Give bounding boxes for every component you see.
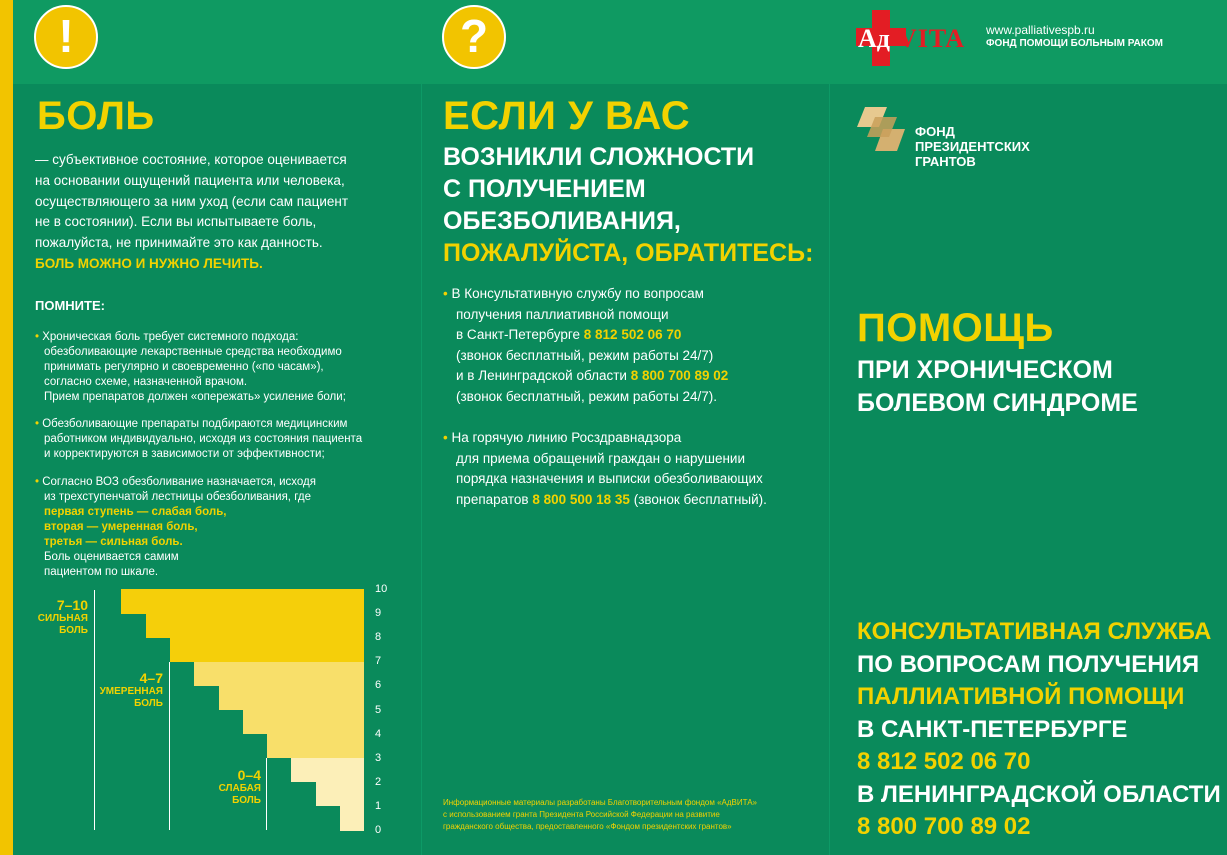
b3-step: вторая — умеренная боль, [44,521,198,533]
cover-sub-line: БОЛЕВОМ СИНДРОМЕ [857,389,1138,417]
b2-line: работником индивидуально, исходя из состояния пациента [44,433,363,445]
phone-hotline[interactable]: 8 800 500 18 35 [532,491,630,507]
ladder-step-3 [291,758,364,782]
level-word: БОЛЬ [232,795,261,806]
level-severe [30,597,88,637]
cover-line: В САНКТ-ПЕТЕРБУРГЕ [857,716,1128,743]
ladder-step-2 [316,782,364,806]
cover-line: В ЛЕНИНГРАДСКОЙ ОБЛАСТИ [857,781,1221,808]
grant-line: ФОНД [915,124,955,139]
cover-line: КОНСУЛЬТАТИВНАЯ СЛУЖБА [857,618,1212,645]
level-range: 0–4 [237,767,261,783]
scale-label: 10 [375,583,388,595]
p1-spb: в Санкт-Петербурге [456,327,581,342]
bracket-severe [94,590,95,830]
p1-lo: и в Ленинградской области [456,368,627,383]
p2-line: для приема обращений граждан о нарушении [456,450,745,466]
b1-line: обезболивающие лекарственные средства необходимо [44,346,342,358]
scale-label: 2 [375,776,382,788]
pain-emphasis: БОЛЬ МОЖНО И НУЖНО ЛЕЧИТЬ. [35,255,263,271]
ladder-step-9 [146,614,364,638]
cover-line: ПО ВОПРОСАМ ПОЛУЧЕНИЯ [857,651,1200,678]
scale-label: 1 [375,800,382,812]
footer-line: Информационные материалы разработаны Благотворительным фондом «АдВИТА» [443,798,758,807]
contact-hotline: • На горячую линию Росздравнадзора для приема обращений граждан о нарушении порядка назначения и выписки обезболивающих препаратов 8 800 500 18 35 (звонок бесплатный). [443,428,823,510]
scale-label: 8 [375,631,382,643]
pain-title: БОЛЬ [37,94,155,138]
b1-line: Прием препаратов должен «опережать» усиление боли; [44,391,346,403]
scale-label: 5 [375,704,382,716]
scale-label: 9 [375,607,382,619]
def-line: на основании ощущений пациента или человека, [35,172,345,188]
def-line: — субъективное состояние, которое оценивается [35,152,347,167]
scale-label: 4 [375,728,382,740]
p1-note: (звонок бесплатный, режим работы 24/7) [456,347,714,363]
bullet-chronic: • Хроническая боль требует системного подхода: обезболивающие лекарственные средства необходимо принимать регулярно и своевременно («по часам»), согласно схеме, назначенной врачом. Прием препаратов должен «опережать» усиление боли; [35,330,415,405]
p2-note: (звонок бесплатный). [633,491,767,507]
bullet-who: • Согласно ВОЗ обезболивание назначается, исходя из трехступенчатой лестницы обезболивания, где первая ступень — слабая боль, вторая — умеренная боль, третья — сильная боль. Боль оценивается самим пациентом по шкале. [35,475,415,580]
b1-line: принимать регулярно и своевременно («по часам»), [44,361,324,373]
remember-heading: ПОМНИТЕ: [35,298,105,313]
b2-line: Обезболивающие препараты подбираются медицинским [42,418,348,430]
cover-phone-lo[interactable]: 8 800 700 89 02 [857,813,1031,840]
scale-label: 7 [375,655,382,667]
level-range: 7–10 [56,597,88,613]
ladder-step-6 [219,686,364,710]
sub-line: С ПОЛУЧЕНИЕМ [443,175,646,203]
b1-line: согласно схеме, назначенной врачом. [44,376,248,388]
b3-line: Боль оценивается самим [44,551,179,563]
logo-brand-left: Ад [858,24,890,53]
ladder-step-10 [121,589,364,614]
p1-note: (звонок бесплатный, режим работы 24/7). [456,388,718,404]
def-line: не в состоянии). Если вы испытываете боль, [35,214,317,230]
b3-line: пациентом по шкале. [44,566,159,578]
logo-brand-right: VITA [898,24,966,53]
level-range: 4–7 [139,670,163,686]
cover-line: ПАЛЛИАТИВНОЙ ПОМОЩИ [857,683,1185,710]
cover-subtitle [857,354,1138,420]
ladder-step-8 [170,638,364,662]
bracket-mild [266,758,267,830]
question-icon: ? [442,5,506,69]
bullet-individual: • Обезболивающие препараты подбираются медицинским работником индивидуально, исходя из состояния пациента и корректируются в зависимости от эффективности; [35,417,415,462]
phone-spb[interactable]: 8 812 502 06 70 [583,327,682,342]
b1-line: Хроническая боль требует системного подхода: [42,331,299,343]
ladder-step-5 [243,710,364,734]
level-word: УМЕРЕННАЯ [99,686,163,697]
b3-step: третья — сильная боль. [44,536,183,548]
level-word: СЛАБАЯ [218,783,261,794]
grant-emblem-icon [857,103,909,153]
ladder-step-1 [340,806,364,831]
exclamation-icon: ! [34,5,98,69]
cover-phone-spb[interactable]: 8 812 502 06 70 [857,748,1031,775]
pain-definition [35,150,415,275]
website-link[interactable]: www.palliativespb.ru [986,23,1095,37]
grant-line: ПРЕЗИДЕНТСКИХ [915,139,1030,154]
sub-line: ВОЗНИКЛИ СЛОЖНОСТИ [443,143,755,171]
grant-line: ГРАНТОВ [915,154,976,169]
level-mild [200,767,261,807]
ladder-step-7 [194,662,364,686]
b3-line: из трехступенчатой лестницы обезболивания, где [44,491,311,503]
scale-label: 0 [375,824,382,836]
cover-sub-line: ПРИ ХРОНИЧЕСКОМ [857,356,1113,384]
sub-line: ОБЕЗБОЛИВАНИЯ, [443,207,681,235]
phone-lo[interactable]: 8 800 700 89 02 [630,368,729,383]
level-moderate [92,670,163,710]
def-line: пожалуйста, не принимайте это как данность. [35,235,323,251]
contacts-subtitle [443,141,813,269]
footer-credit [443,797,803,833]
b3-step: первая ступень — слабая боль, [44,506,227,518]
level-word: БОЛЬ [59,625,88,636]
advita-logo [856,10,981,66]
level-word: БОЛЬ [134,698,163,709]
footer-line: с использованием гранта Президента Российской Федерации на развитие [443,810,720,819]
p1-line: получения паллиативной помощи [456,306,669,322]
grant-logo [857,103,909,153]
def-line: осуществляющего за ним уход (если сам пациент [35,193,349,209]
p2-line: На горячую линию Росздравнадзора [451,430,682,445]
left-strip [0,0,13,855]
bracket-moderate [169,662,170,830]
b2-line: и корректируются в зависимости от эффективности; [44,448,325,460]
logo-tagline: ФОНД ПОМОЩИ БОЛЬНЫМ РАКОМ [986,38,1163,49]
p2-prep: препаратов [456,491,529,507]
sub-highlight: ПОЖАЛУЙСТА, ОБРАТИТЕСЬ: [443,239,814,267]
grant-name [915,124,1030,169]
cover-title: ПОМОЩЬ [857,306,1054,350]
p2-line: порядка назначения и выписки обезболивающих [456,471,763,486]
b3-line: Согласно ВОЗ обезболивание назначается, исходя [42,476,316,488]
contact-consult: • В Консультативную службу по вопросам получения паллиативной помощи в Санкт-Петербурге 8 812 502 06 70 (звонок бесплатный, режим работы 24/7) и в Ленинградской области 8 800 700 89 02 (звонок бесплатный, режим работы 24/7). [443,284,823,407]
footer-line: гражданского общества, предоставленного «Фондом президентских грантов» [443,822,732,831]
scale-label: 3 [375,752,382,764]
contacts-title: ЕСЛИ У ВАС [443,94,691,138]
ladder-step-4 [267,734,364,758]
scale-label: 6 [375,679,382,691]
level-word: СИЛЬНАЯ [37,613,88,624]
p1-line: В Консультативную службу по вопросам [451,286,704,301]
